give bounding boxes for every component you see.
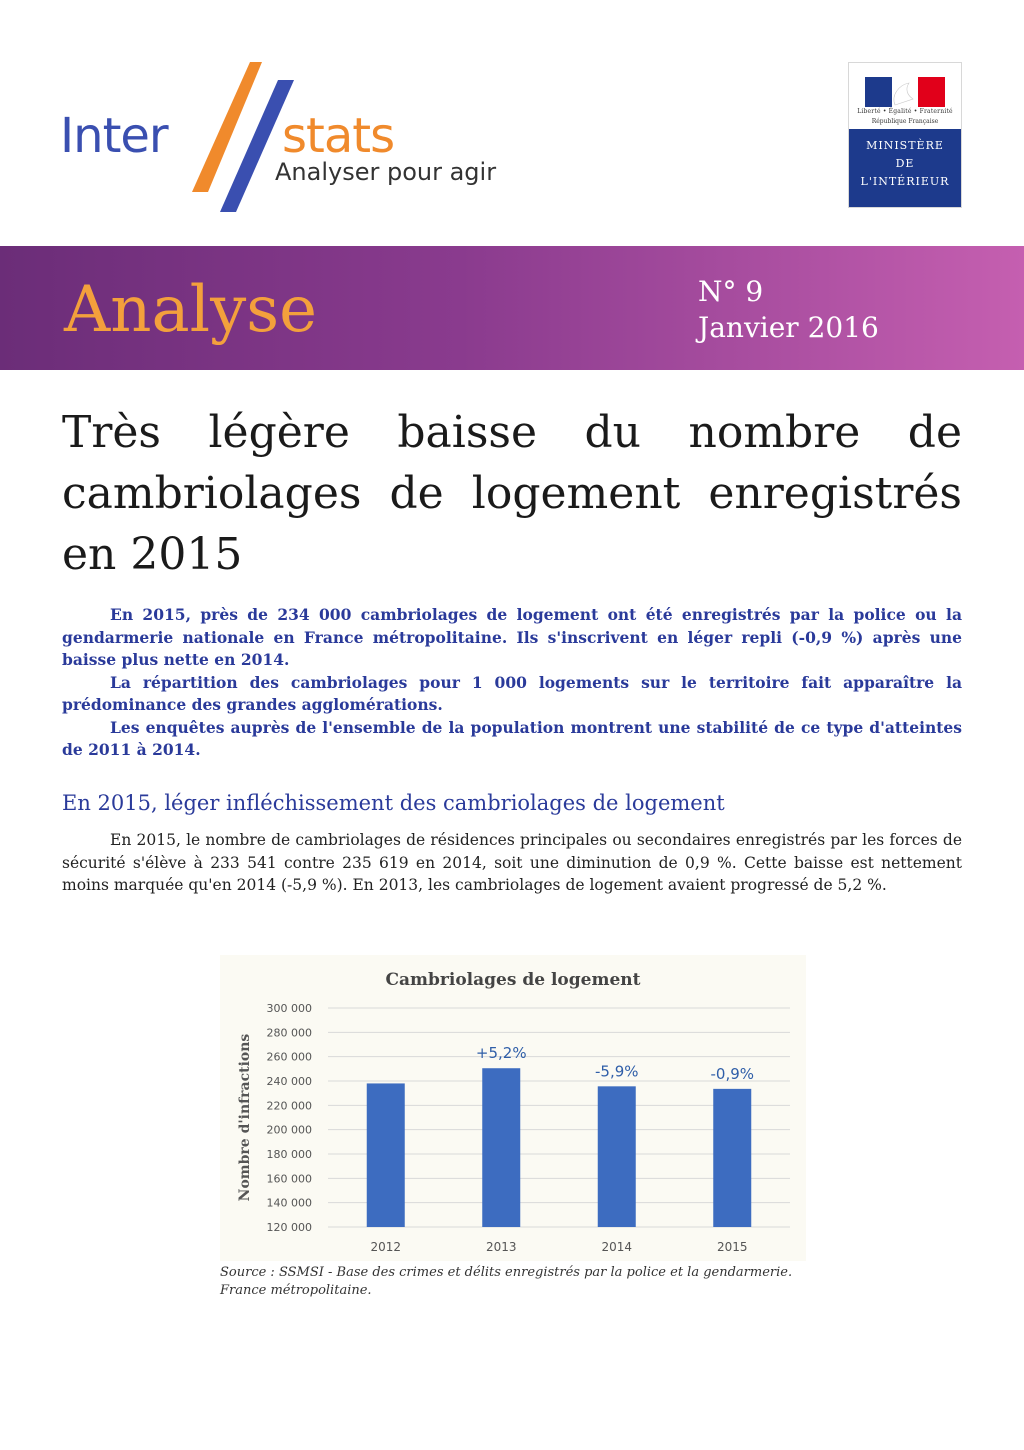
ministry-line-2: DE bbox=[895, 157, 915, 170]
logo-stats-text: stats bbox=[282, 108, 395, 164]
chart-data-label: -5,9% bbox=[594, 1062, 639, 1081]
chart-y-tick-label: 220 000 bbox=[266, 1099, 312, 1113]
abstract-paragraph: Les enquêtes auprès de l'ensemble de la population montrent une stabilité de ce type d'atteintes de 2011 à 2014. bbox=[62, 717, 962, 759]
chart-bar bbox=[713, 1089, 751, 1227]
ministry-logo bbox=[848, 62, 962, 208]
ministry-line-3: L'INTÉRIEUR bbox=[860, 175, 950, 188]
chart-x-tick-label: 2012 bbox=[370, 1240, 402, 1254]
chart-bar bbox=[482, 1068, 520, 1227]
abstract-paragraph: En 2015, près de 234 000 cambriolages de logement ont été enregistrés par la police ou la gendarmerie nationale en France métropolitaine. Ils s'inscrivent en léger repli (-0,9 %) après une baisse plus nette en 2014. bbox=[62, 605, 962, 669]
ministry-motto: Liberté • Égalité • Fraternité bbox=[857, 108, 953, 115]
chart-x-tick-label: 2014 bbox=[601, 1240, 633, 1254]
section-body: En 2015, le nombre de cambriolages de résidences principales ou secondaires enregistrés par les forces de sécurité s'élève à 233 541 contre 235 619 en 2014, soit une diminution de 0,9 %. Cette baisse est nettement moins marquée qu'en 2014 (-5,9 %). En 2013, les cambriolages de logement avaient progressé de 5,2 %. bbox=[62, 831, 962, 894]
ministry-line-1: MINISTÈRE bbox=[866, 139, 944, 152]
chart-y-tick-label: 260 000 bbox=[266, 1050, 312, 1064]
logo-tagline: Analyser pour agir bbox=[275, 158, 497, 186]
chart-data-label: -0,9% bbox=[710, 1064, 755, 1083]
burglary-bar-chart bbox=[220, 955, 806, 1261]
chart-y-tick-label: 140 000 bbox=[266, 1196, 312, 1210]
marianne-flag-icon bbox=[865, 77, 945, 107]
chart-title: Cambriolages de logement bbox=[385, 970, 641, 990]
chart-y-axis-label: Nombre d'infractions bbox=[237, 1033, 253, 1202]
issue-number: N° 9 bbox=[698, 275, 764, 308]
chart-y-tick-label: 160 000 bbox=[266, 1172, 312, 1186]
chart-y-tick-label: 180 000 bbox=[266, 1148, 312, 1161]
chart-bar bbox=[367, 1083, 405, 1227]
chart-y-tick-label: 240 000 bbox=[266, 1075, 312, 1088]
abstract bbox=[62, 604, 962, 762]
chart-y-tick-label: 200 000 bbox=[266, 1123, 312, 1137]
chart-y-tick-label: 300 000 bbox=[266, 1002, 312, 1015]
logo-inter-text: Inter bbox=[60, 108, 168, 164]
chart-source: Source : SSMSI - Base des crimes et délits enregistrés par la police et la gendarmerie. France métropolitaine. bbox=[220, 1265, 793, 1298]
banner-title: Analyse bbox=[64, 273, 317, 347]
chart-x-tick-label: 2013 bbox=[485, 1240, 517, 1254]
page-title: Très légère baisse du nombre de cambriolages de logement enregistrés en 2015 bbox=[62, 407, 962, 580]
chart-bar bbox=[598, 1086, 636, 1227]
chart-x-tick-label: 2015 bbox=[716, 1240, 748, 1254]
section-heading: En 2015, léger infléchissement des cambriolages de logement bbox=[62, 791, 725, 815]
ministry-republic: République Française bbox=[871, 118, 939, 125]
chart-data-label: +5,2% bbox=[475, 1044, 527, 1063]
ministry-name-block bbox=[849, 129, 961, 207]
issue-date: Janvier 2016 bbox=[698, 311, 879, 344]
interstats-logo bbox=[60, 60, 530, 215]
chart-y-tick-label: 120 000 bbox=[266, 1221, 312, 1234]
chart-y-tick-label: 280 000 bbox=[266, 1026, 312, 1040]
abstract-paragraph: La répartition des cambriolages pour 1 000 logements sur le territoire fait apparaître la prédominance des grandes agglomérations. bbox=[62, 672, 962, 714]
